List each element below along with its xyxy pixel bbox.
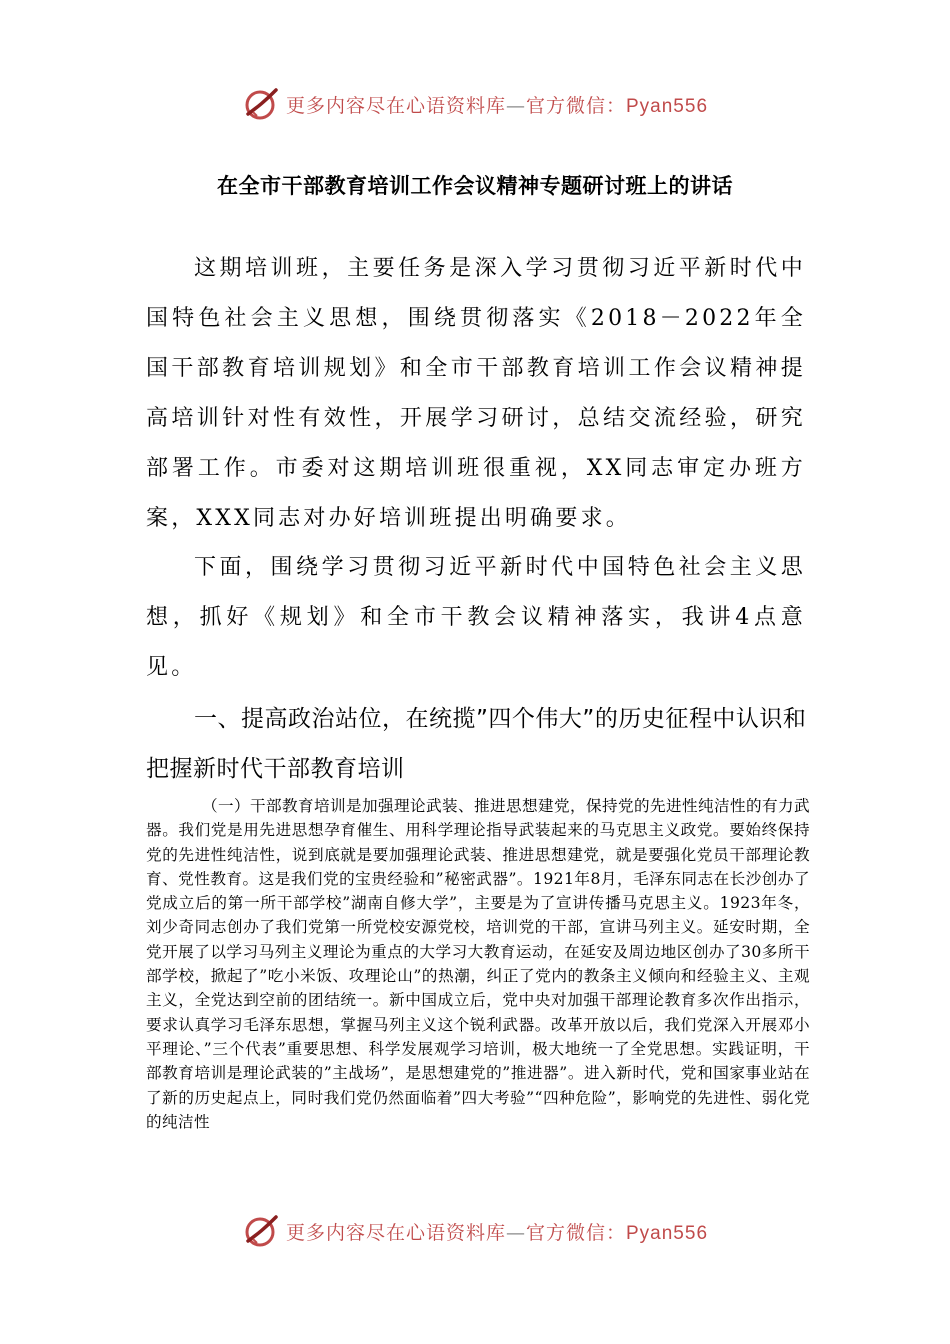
intro-paragraph: 这期培训班，主要任务是深入学习贯彻习近平新时代中国特色社会主义思想，围绕贯彻落实《2018－2022年全国干部教育培训规划》和全市干部教育培训工作会议精神提高培训针对性有效性，开展学习研讨，总结交流经验，研究部署工作。市委对这期培训班很重视，XX同志审定办班方案，XXX同志对办好培训班提出明确要求。 <box>146 256 806 531</box>
banner-text <box>286 1218 708 1245</box>
banner-separator: — <box>505 94 526 117</box>
banner-main-text: 更多内容尽在心语资料库 <box>285 94 506 117</box>
outline-paragraph: 下面，围绕学习贯彻习近平新时代中国特色社会主义思想，抓好《规划》和全市干教会议精神落实，我讲4点意见。 <box>146 555 806 680</box>
footer-watermark-banner <box>0 1209 950 1253</box>
banner-official-label: 官方微信： <box>525 1221 626 1244</box>
section-heading: 一、提高政治站位，在统揽”四个伟大”的历史征程中认识和把握新时代干部教育培训 <box>146 706 807 782</box>
banner-official-label: 官方微信： <box>525 94 626 117</box>
banner-separator: — <box>505 1221 526 1244</box>
pen-circle-logo-icon <box>242 84 282 124</box>
banner-wechat-id: Pyan556 <box>626 95 709 117</box>
banner-wechat-id: Pyan556 <box>626 1222 709 1244</box>
subsection-paragraph: （一）干部教育培训是加强理论武装、推进思想建党，保持党的先进性纯洁性的有力武器。我们党是用先进思想孕育催生、用科学理论指导武装起来的马克思主义政党。要始终保持党的先进性纯洁性，说到底就是要加强理论武装、推进思想建党，就是要强化党员干部理论教育、党性教育。这是我们党的宝贵经验和”秘密武器”。1921年8月，毛泽东同志在长沙创办了党成立后的第一所干部学校”湖南自修大学”，主要是为了宣讲传播马克思主义。1923年冬，刘少奇同志创办了我们党第一所党校安源党校，培训党的干部，宣讲马列主义。延安时期，全党开展了以学习马列主义理论为重点的大学习大教育运动，在延安及周边地区创办了30多所干部学校，掀起了”吃小米饭、攻理论山”的热潮，纠正了党内的教条主义倾向和经验主义、主观主义，全党达到空前的团结统一。新中国成立后，党中央对加强干部理论教育多次作出指示，要求认真学习毛泽东思想，掌握马列主义这个锐利武器。改革开放以后，我们党深入开展邓小平理论、”三个代表”重要思想、科学发展观学习培训，极大地统一了全党思想。实践证明，干部教育培训是理论武装的”主战场”，是思想建党的”推进器”。进入新时代，党和国家事业站在了新的历史起点上，同时我们党仍然面临着”四大考验”“四种危险”，影响党的先进性、弱化党的纯洁性 <box>146 797 810 1131</box>
pen-circle-logo-icon <box>242 1211 282 1251</box>
document-title: 在全市干部教育培训工作会议精神专题研讨班上的讲话 <box>217 174 733 198</box>
header-watermark-banner <box>0 82 950 126</box>
banner-text <box>286 91 708 118</box>
banner-main-text: 更多内容尽在心语资料库 <box>285 1221 506 1244</box>
